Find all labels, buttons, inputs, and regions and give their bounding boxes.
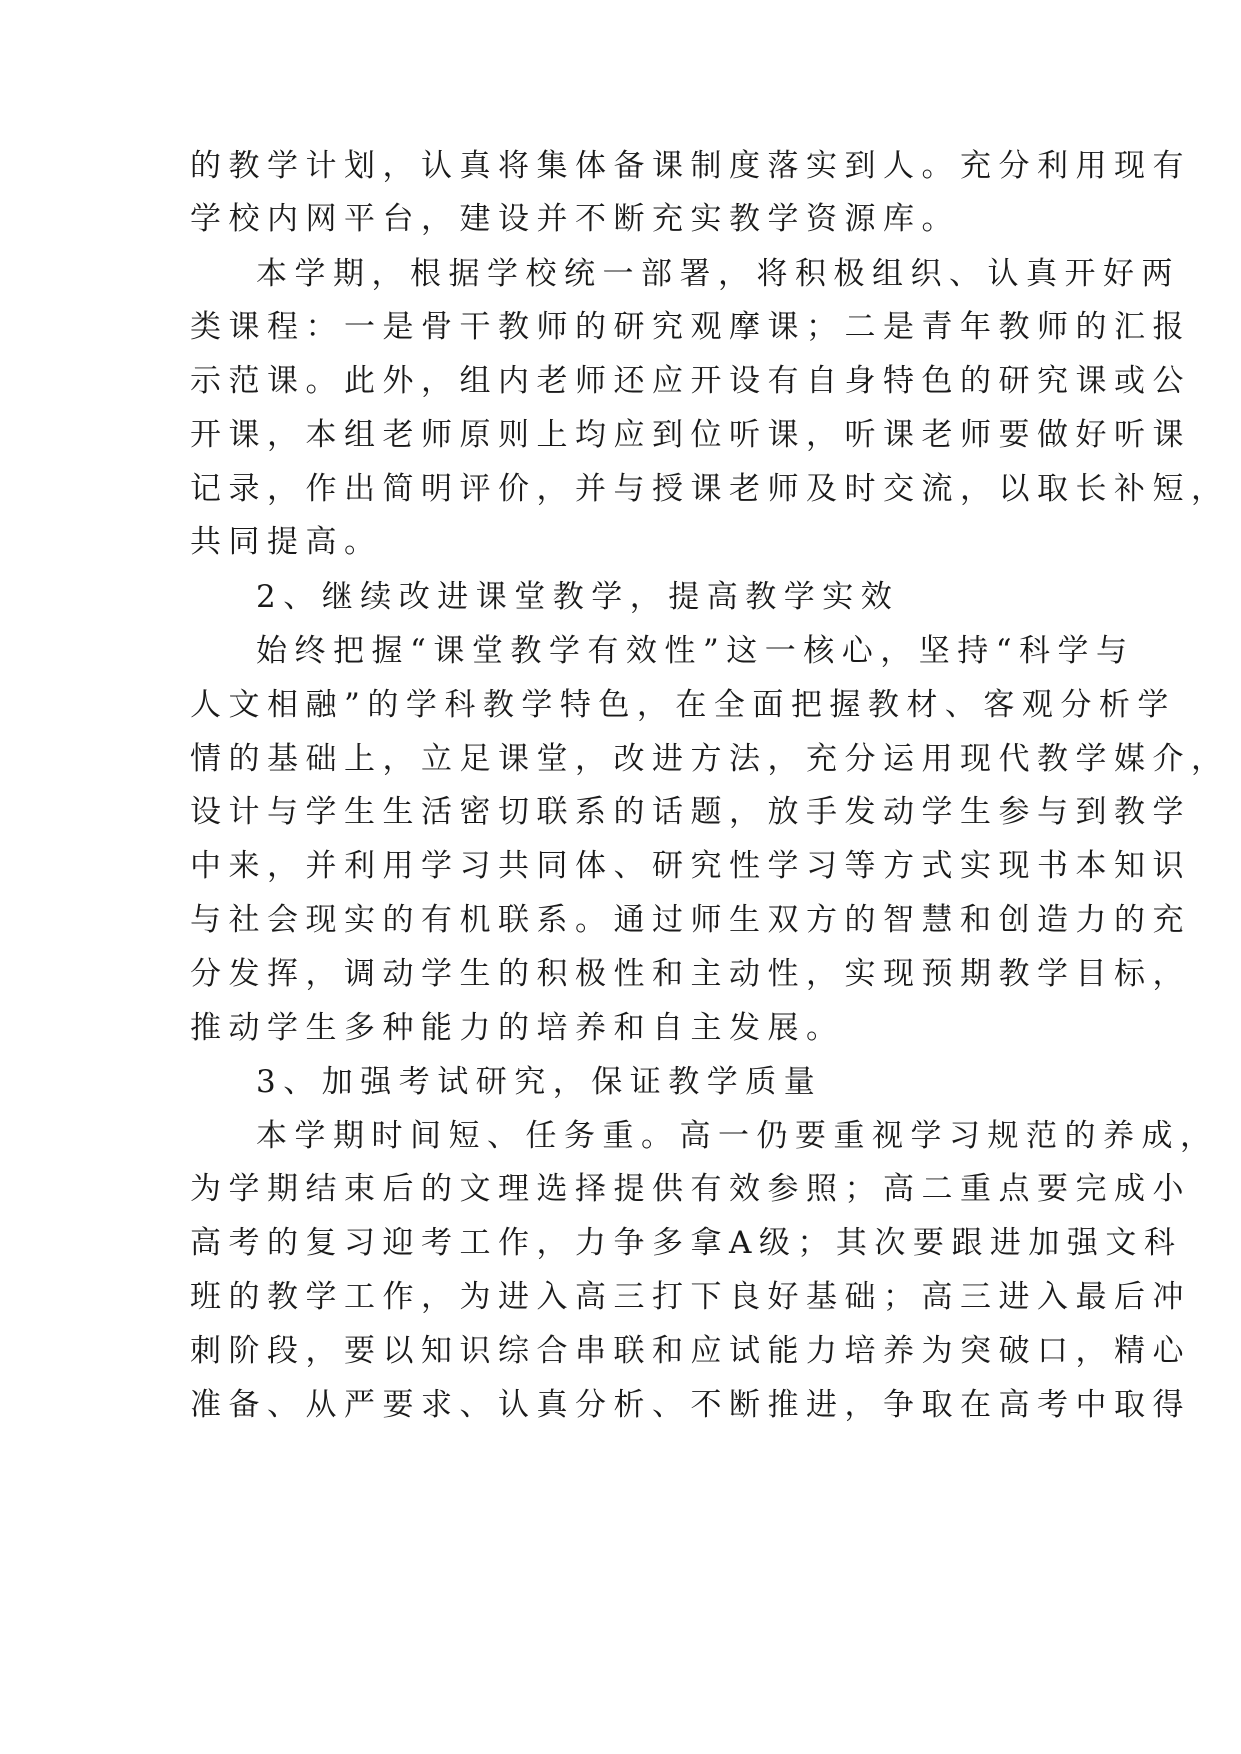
text-line: 刺阶段，要以知识综合串联和应试能力培养为突破口，精心 <box>190 1333 1191 1369</box>
section-heading: 3、加强考试研究，保证教学质量 <box>256 1064 823 1100</box>
text-line: 人文相融”的学科教学特色，在全面把握教材、客观分析学 <box>190 687 1176 723</box>
text-line: 开课，本组老师原则上均应到位听课，听课老师要做好听课 <box>190 417 1191 453</box>
text-line: 示范课。此外，组内老师还应开设有自身特色的研究课或公 <box>190 363 1191 399</box>
text-line: 情的基础上，立足课堂，改进方法，充分运用现代教学媒介， <box>190 741 1230 777</box>
text-line: 本学期，根据学校统一部署，将积极组织、认真开好两 <box>256 256 1180 292</box>
text-line: 推动学生多种能力的培养和自主发展。 <box>190 1010 845 1046</box>
section-heading: 2、继续改进课堂教学，提高教学实效 <box>256 579 900 615</box>
text-line: 高考的复习迎考工作，力争多拿A级；其次要跟进加强文科 <box>190 1225 1183 1261</box>
text-line: 中来，并利用学习共同体、研究性学习等方式实现书本知识 <box>190 848 1191 884</box>
text-line: 类课程：一是骨干教师的研究观摩课；二是青年教师的汇报 <box>190 309 1191 345</box>
text-line: 为学期结束后的文理选择提供有效参照；高二重点要完成小 <box>190 1171 1191 1207</box>
text-line: 始终把握“课堂教学有效性”这一核心，坚持“科学与 <box>256 633 1135 669</box>
text-line: 与社会现实的有机联系。通过师生双方的智慧和创造力的充 <box>190 902 1191 938</box>
text-line: 的教学计划，认真将集体备课制度落实到人。充分利用现有 <box>190 148 1191 184</box>
text-line: 设计与学生生活密切联系的话题，放手发动学生参与到教学 <box>190 794 1191 830</box>
text-line: 记录，作出简明评价，并与授课老师及时交流，以取长补短， <box>190 471 1230 507</box>
text-line: 共同提高。 <box>190 524 383 560</box>
text-line: 准备、从严要求、认真分析、不断推进，争取在高考中取得 <box>190 1387 1191 1423</box>
text-line: 分发挥，调动学生的积极性和主动性，实现预期教学目标， <box>190 956 1191 992</box>
text-line: 班的教学工作，为进入高三打下良好基础；高三进入最后冲 <box>190 1279 1191 1315</box>
text-line: 本学期时间短、任务重。高一仍要重视学习规范的养成， <box>256 1118 1219 1154</box>
text-line: 学校内网平台，建设并不断充实教学资源库。 <box>190 201 960 237</box>
